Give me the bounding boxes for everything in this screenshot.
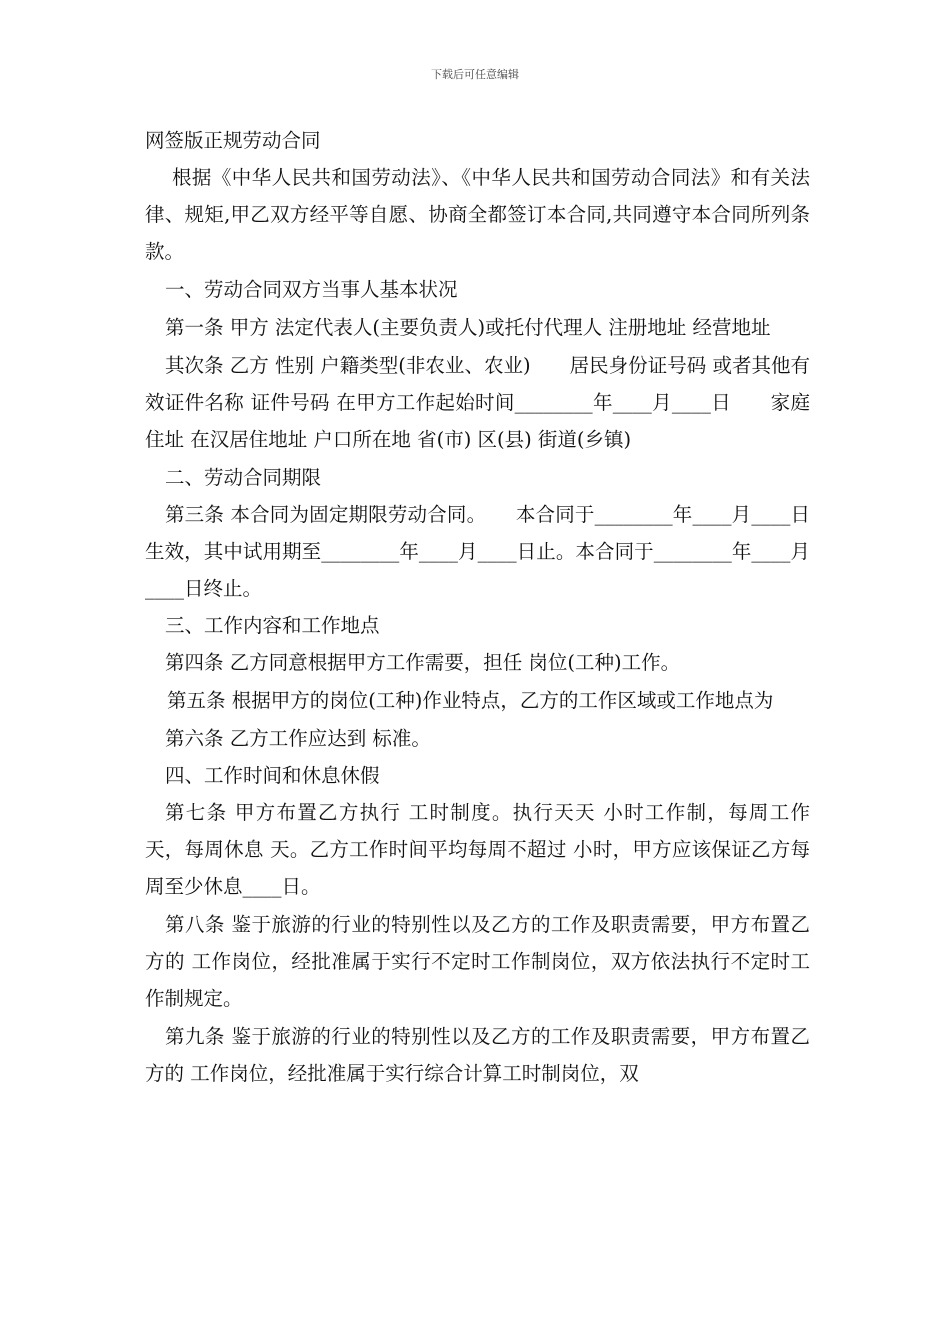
article-5: 第五条 根据甲方的岗位(工种)作业特点，乙方的工作区域或工作地点为	[167, 689, 774, 712]
article-9: 第九条 鉴于旅游的行业的特别性以及乙方的工作及职责需要，甲方布置乙方的 工作岗位，经批准属于实行综合计算工时制岗位，双	[145, 1025, 810, 1085]
section-heading-2: 二、劳动合同期限	[165, 466, 322, 489]
article-3: 第三条 本合同为固定期限劳动合同。 本合同于________年____月____日生效，其中试用期至________年____月____日止。本合同于________年____月____日终止。	[145, 503, 810, 600]
section-heading-3: 三、工作内容和工作地点	[165, 614, 380, 637]
article-7: 第七条 甲方布置乙方执行 工时制度。执行天天 小时工作制，每周工作 天，每周休息 天。乙方工作时间平均每周不超过 小时，甲方应该保证乙方每周至少休息____日。	[145, 801, 810, 898]
article-1: 第一条 甲方 法定代表人(主要负责人)或托付代理人 注册地址 经营地址	[165, 316, 771, 339]
article-4: 第四条 乙方同意根据甲方工作需要，担任 岗位(工种)工作。	[165, 651, 681, 674]
document-body	[145, 122, 810, 1092]
article-2: 其次条 乙方 性别 户籍类型(非农业、农业) 居民身份证号码 或者其他有效证件名称 证件号码 在甲方工作起始时间________年____月____日 家庭住址 在汉居住地址 户口所在地 省(市) 区(县) 街道(乡镇)	[145, 354, 810, 451]
document-title: 网签版正规劳动合同	[145, 129, 321, 152]
article-6: 第六条 乙方工作应达到 标准。	[165, 727, 431, 750]
section-heading-4: 四、工作时间和休息休假	[165, 764, 380, 787]
preamble-paragraph: 根据《中华人民共和国劳动法》、《中华人民共和国劳动合同法》和有关法律、规矩,甲乙双方经平等自愿、协商全都签订本合同,共同遵守本合同所列条款。	[145, 166, 810, 263]
section-heading-1: 一、劳动合同双方当事人基本状况	[165, 278, 458, 301]
page-header: 下载后可任意编辑	[431, 68, 519, 81]
article-8: 第八条 鉴于旅游的行业的特别性以及乙方的工作及职责需要，甲方布置乙方的 工作岗位，经批准属于实行不定时工作制岗位，双方依法执行不定时工作制规定。	[145, 913, 810, 1010]
